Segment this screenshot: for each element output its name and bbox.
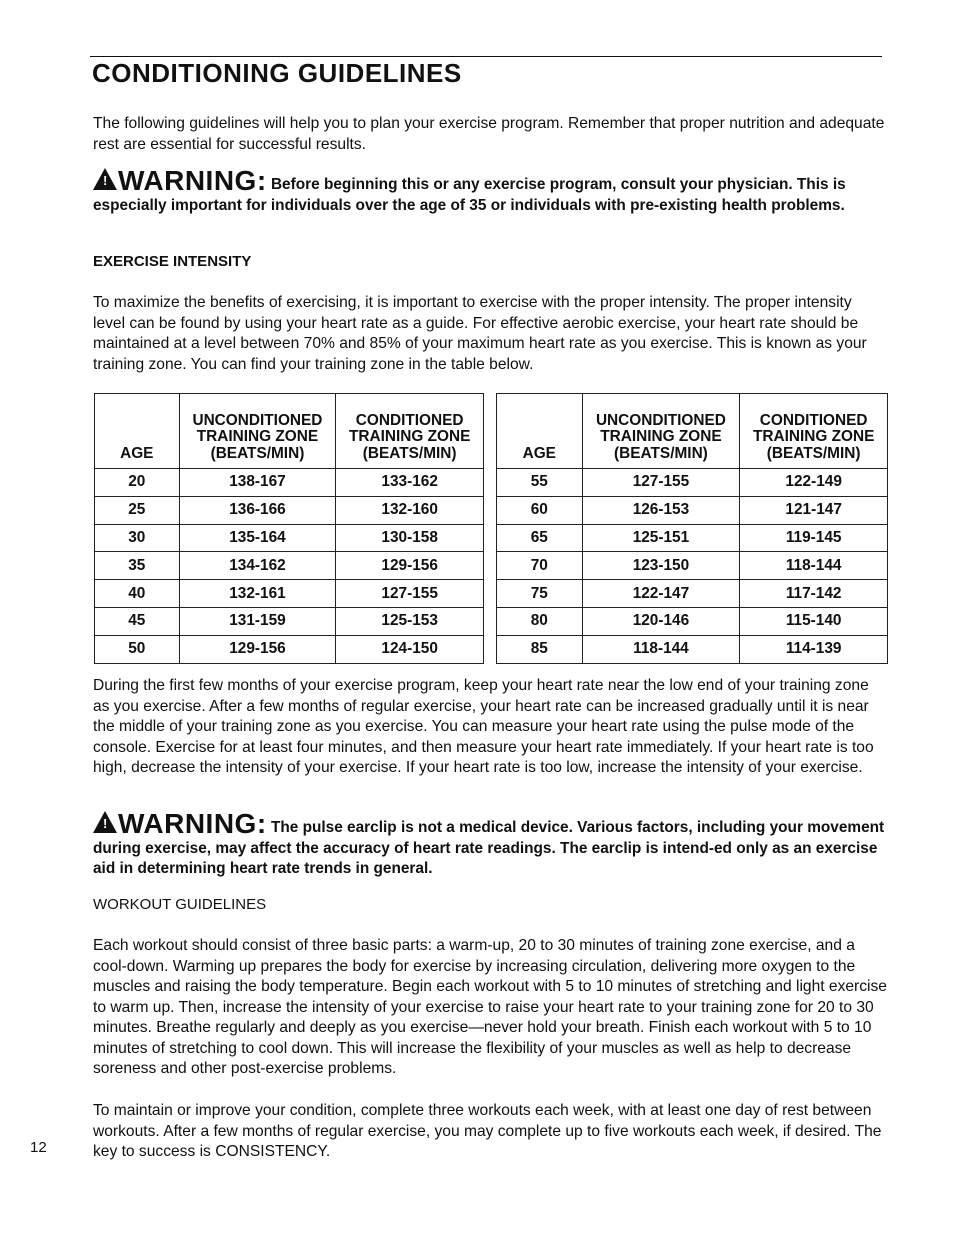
warning-1-label: WARNING:: [118, 165, 267, 196]
warning-2: [93, 808, 888, 880]
table-row: 35 134-162 129-156: [95, 552, 484, 580]
after-table-paragraph: During the first few months of your exercise program, keep your heart rate near the low end of your training zone as you exercise. After a few months of regular exercise, your heart rate can be increased gradually until it is near the middle of your training zone as you exercise. You can measure your heart rate using the pulse mode of the console. Exercise for at least four minutes, and then measure your heart rate immediately. If your heart rate is too high, decrease the intensity of your exercise. If your heart rate is too low, increase the intensity of your exercise.: [93, 677, 874, 776]
workout-guidelines-paragraph: Each workout should consist of three basic parts: a warm-up, 20 to 30 minutes of training zone exercise, and a cool-down. Warming up prepares the body for exercise by increasing circulation, delivering more oxygen to the muscles and raising the body temperature. Begin each workout with 5 to 10 minutes of stretching and light exercise to warm up. Then, increase the intensity of your exercise to raise your heart rate to your training zone for 20 to 30 minutes. Breathe regularly and deeply as you exercise—never hold your breath. Finish each workout with 5 to 10 minutes of stretching to cool down. This will increase the flexibility of your muscles as well as help to decrease soreness and other post-exercise problems.: [93, 937, 887, 1077]
workout-guidelines-heading: WORKOUT GUIDELINES: [93, 896, 267, 913]
unconditioned-header: UNCONDITIONED TRAINING ZONE (BEATS/MIN): [582, 394, 740, 469]
table-row: 70 123-150 118-144: [497, 552, 888, 580]
table-row: 45 131-159 125-153: [95, 607, 484, 635]
table-row: 60 126-153 121-147: [497, 496, 888, 524]
table-row: 80 120-146 115-140: [497, 607, 888, 635]
table-row: 75 122-147 117-142: [497, 580, 888, 608]
training-zone-table-left: [94, 393, 484, 664]
intro-paragraph: The following guidelines will help you to plan your exercise program. Remember that proper nutrition and adequate rest are essential for successful results.: [93, 115, 885, 153]
top-rule: [90, 56, 882, 57]
training-zone-table-right: [496, 393, 888, 664]
warning-2-label: WARNING:: [118, 808, 267, 839]
warning-triangle-icon: !: [93, 168, 117, 190]
conditioned-header: CONDITIONED TRAINING ZONE (BEATS/MIN): [740, 394, 888, 469]
table-row: 85 118-144 114-139: [497, 635, 888, 663]
table-header-row: [95, 394, 484, 469]
warning-1: [93, 165, 888, 216]
page-number: 12: [30, 1139, 47, 1156]
unconditioned-header: UNCONDITIONED TRAINING ZONE (BEATS/MIN): [179, 394, 336, 469]
page-title: CONDITIONING GUIDELINES: [92, 58, 462, 88]
table-row: 25 136-166 132-160: [95, 496, 484, 524]
age-header: AGE: [497, 394, 583, 469]
table-header-row: [497, 394, 888, 469]
table-row: 40 132-161 127-155: [95, 580, 484, 608]
age-header: AGE: [95, 394, 180, 469]
conditioned-header: CONDITIONED TRAINING ZONE (BEATS/MIN): [336, 394, 484, 469]
table-row: 65 125-151 119-145: [497, 524, 888, 552]
table-row: 20 138-167 133-162: [95, 469, 484, 497]
exercise-intensity-heading: EXERCISE INTENSITY: [93, 253, 252, 270]
warning-2-text: The pulse earclip is not a medical device. Various factors, including your movement during exercise, may affect the accuracy of heart rate readings. The earclip is intend-ed only as an exercise aid in determining heart rate trends in general.: [93, 819, 885, 877]
exercise-intensity-paragraph: To maximize the benefits of exercising, it is important to exercise with the proper intensity. The proper intensity level can be found by using your heart rate as a guide. For effective aerobic exercise, your heart rate should be maintained at a level between 70% and 85% of your maximum heart rate as you exercise. This is known as your training zone. You can find your training zone in the table below.: [93, 294, 867, 373]
warning-triangle-icon: !: [93, 811, 117, 833]
table-row: 30 135-164 130-158: [95, 524, 484, 552]
closing-paragraph: To maintain or improve your condition, complete three workouts each week, with at least one day of rest between workouts. After a few months of regular exercise, you may complete up to five workouts each week, if desired. The key to success is CONSISTENCY.: [93, 1102, 882, 1160]
table-row: 50 129-156 124-150: [95, 635, 484, 663]
table-row: 55 127-155 122-149: [497, 469, 888, 497]
warning-1-text: Before beginning this or any exercise program, consult your physician. This is especially important for individuals over the age of 35 or individuals with pre-existing health problems.: [93, 176, 846, 214]
